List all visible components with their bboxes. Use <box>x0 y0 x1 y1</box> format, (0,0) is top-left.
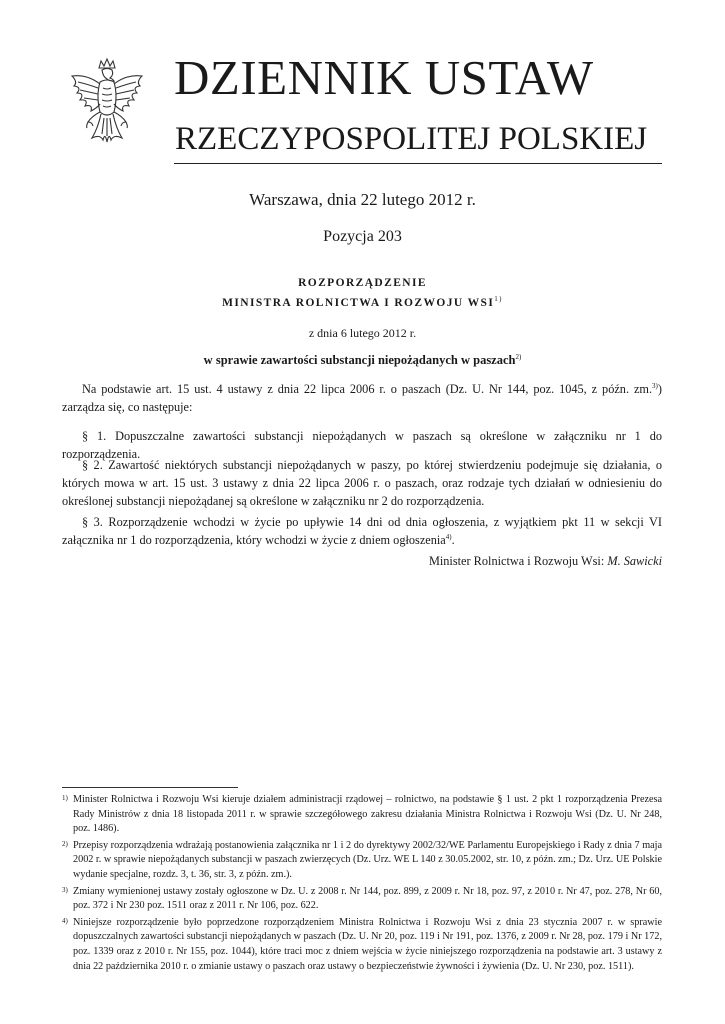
section-3-end: . <box>451 533 455 547</box>
signature <box>429 554 662 569</box>
preamble-paragraph <box>62 380 662 416</box>
footnote-divider <box>62 787 238 788</box>
footnote <box>62 839 662 883</box>
journal-subtitle: RZECZYPOSPOLITEJ POLSKIEJ <box>175 121 648 157</box>
title-divider <box>174 163 662 164</box>
footnote-mark: 2) <box>62 839 68 848</box>
signature-role: Minister Rolnictwa i Rozwoju Wsi: <box>428 554 608 568</box>
footnote-ref: 2) <box>515 352 522 361</box>
journal-title: DZIENNIK USTAW <box>174 50 594 105</box>
footnote-text: Niniejsze rozporządzenie było poprzedzone rozporządzeniem Ministra Rolnictwa i Rozwoju Wsi z dnia 23 stycznia 2007 r. w sprawie dopuszczalnych zawartości substancji niepożądanych w paszach (Dz. U. Nr 20, poz. 119 i Nr 191, poz. 1376, z 2009 r. Nr 28, poz. 179 i Nr 172, poz. 1339 oraz z 2010 r. Nr 155, poz. 1044), które traci moc z dniem wejścia w życie niniejszego rozporządzenia na podstawie art. 3 ustawy z dnia 22 października 2010 r. o zmianie ustawy o paszach oraz ustawy o bezpieczeństwie żywności i żywienia (Dz. U. Nr 230, poz. 1511). <box>73 916 662 972</box>
signature-name: M. Sawicki <box>607 554 662 568</box>
section-1-paragraph: § 1. Dopuszczalne zawartości substancji niepożądanych w paszach są określone w załączniku nr 1 do rozporządzenia. <box>62 429 662 461</box>
act-issuer <box>0 297 725 309</box>
footnote-text: Minister Rolnictwa i Rozwoju Wsi kieruje działem administracji rządowej – rolnictwo, na podstawie § 1 ust. 2 pkt 1 rozporządzenia Prezesa Rady Ministrów z dnia 18 listopada 2011 r. w sprawie szczegółowego zakresu działania Ministra Rolnictwa i Rozwoju Wsi (Dz. U. Nr 248, poz. 1486). <box>73 794 662 835</box>
act-subject-text: w sprawie zawartości substancji niepożądanych w paszach <box>203 353 516 367</box>
footnotes <box>62 793 662 976</box>
footnote <box>62 916 662 974</box>
act-issuer-text: MINISTRA ROLNICTWA I ROZWOJU WSI <box>222 297 495 309</box>
footnote-ref: 1) <box>494 295 503 304</box>
footnote-mark: 1) <box>62 794 68 802</box>
dateline: Warszawa, dnia 22 lutego 2012 r. <box>249 190 476 209</box>
act-type: ROZPORZĄDZENIE <box>298 277 427 289</box>
footnote-ref: 3) <box>652 381 658 390</box>
act-date: z dnia 6 lutego 2012 r. <box>308 326 417 340</box>
preamble-text: Na podstawie art. 15 ust. 4 ustawy z dnia 22 lipca 2006 r. o paszach (Dz. U. Nr 144, poz. 1045, z późn. zm. <box>82 382 653 396</box>
polish-eagle-emblem-icon <box>62 56 152 156</box>
footnote-mark: 4) <box>62 916 68 925</box>
footnote <box>62 885 662 914</box>
section-3-paragraph <box>62 513 662 549</box>
footnote-mark: 3) <box>62 885 68 894</box>
position-number: Pozycja 203 <box>323 228 402 245</box>
section-2-paragraph: § 2. Zawartość niektórych substancji niepożądanych w paszy, po której stwierdzeniu podejmuje się działania, o których mowa w art. 15 ust. 3 ustawy z dnia 22 lipca 2006 r. o paszach, oraz rodzaje tych działań w odniesieniu do określonej substancji niepożądanej są określone w załączniku nr 2 do rozporządzenia. <box>62 458 662 508</box>
footnote-ref: 4) <box>445 532 452 541</box>
footnote-text: Zmiany wymienionej ustawy zostały ogłoszone w Dz. U. z 2008 r. Nr 144, poz. 899, z 2009 r. Nr 18, poz. 97, z 2010 r. Nr 47, poz. 278, Nr 60, poz. 372 i Nr 230 poz. 1511 oraz z 2011 r. Nr 106, poz. 622. <box>73 885 662 912</box>
footnote-text: Przepisy rozporządzenia wdrażają postanowienia załącznika nr 1 i 2 do dyrektywy 2002/32/WE Parlamentu Europejskiego i Rady z dnia 7 maja 2002 r. w sprawie niepożądanych substancji w paszach zwierzęcych (Dz. Urz. WE L 140 z 30.05.2002, str. 10, z późn. zm.; Dz. Urz. UE Polskie wydanie specjalne, rozdz. 3, t. 36, str. 3, z późn. zm.). <box>73 839 663 880</box>
section-3-text: § 3. Rozporządzenie wchodzi w życie po upływie 14 dni od dnia ogłoszenia, z wyjątkiem pkt 11 w sekcji VI załącznika nr 1 do rozporządzenia, który wchodzi w życie z dniem ogłoszenia <box>62 515 662 547</box>
act-subject <box>0 353 725 368</box>
footnote <box>62 793 662 837</box>
preamble-text-end: ) zarządza się, co następuje: <box>62 382 662 414</box>
